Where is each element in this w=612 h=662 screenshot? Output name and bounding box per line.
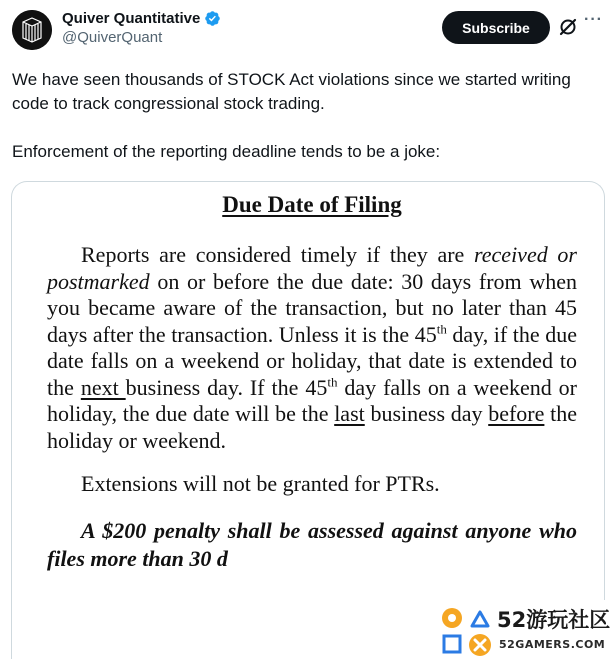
- 52gamers-logo-icon: [438, 604, 494, 660]
- watermark-site: 52GAMERS.COM: [499, 638, 606, 651]
- subscribe-button[interactable]: Subscribe: [442, 11, 550, 44]
- author-display-name[interactable]: Quiver Quantitative: [62, 10, 201, 27]
- verified-badge-icon: [204, 10, 221, 27]
- document-title: Due Date of Filing: [222, 192, 402, 217]
- tweet-text: [12, 68, 602, 164]
- document-excerpt: [47, 190, 577, 573]
- tweet-paragraph: We have seen thousands of STOCK Act violations since we started writing code to track congressional stock trading.: [12, 70, 571, 113]
- document-penalty-note: A $200 penalty shall be assessed against anyone who files more than 30 d: [47, 517, 577, 571]
- site-watermark: [435, 600, 612, 662]
- avatar[interactable]: [12, 10, 52, 50]
- document-extensions-note: Extensions will not be granted for PTRs.: [81, 471, 440, 496]
- tweet-media-image[interactable]: [11, 181, 605, 659]
- tweet-paragraph: Enforcement of the reporting deadline tends to be a joke:: [12, 142, 441, 161]
- watermark-brand: 52游玩社区: [497, 608, 611, 632]
- author-handle[interactable]: @QuiverQuant: [62, 29, 163, 46]
- document-paragraph: Reports are considered timely if they are received or postmarked on or before the due date: 30 days from when you became aware of the transaction, but no later than 45 days after the transaction. Unless it is the 45th day, if the due date falls on a weekend or holiday, that date is extended to the next business day. If the 45th day falls on a weekend or holiday, the due date will be the last business day before the holiday or weekend.: [47, 242, 577, 453]
- more-options-icon[interactable]: ···: [584, 11, 603, 28]
- tweet-author: [62, 10, 221, 46]
- grok-icon[interactable]: [558, 17, 578, 37]
- quiver-logo-icon: [12, 10, 52, 50]
